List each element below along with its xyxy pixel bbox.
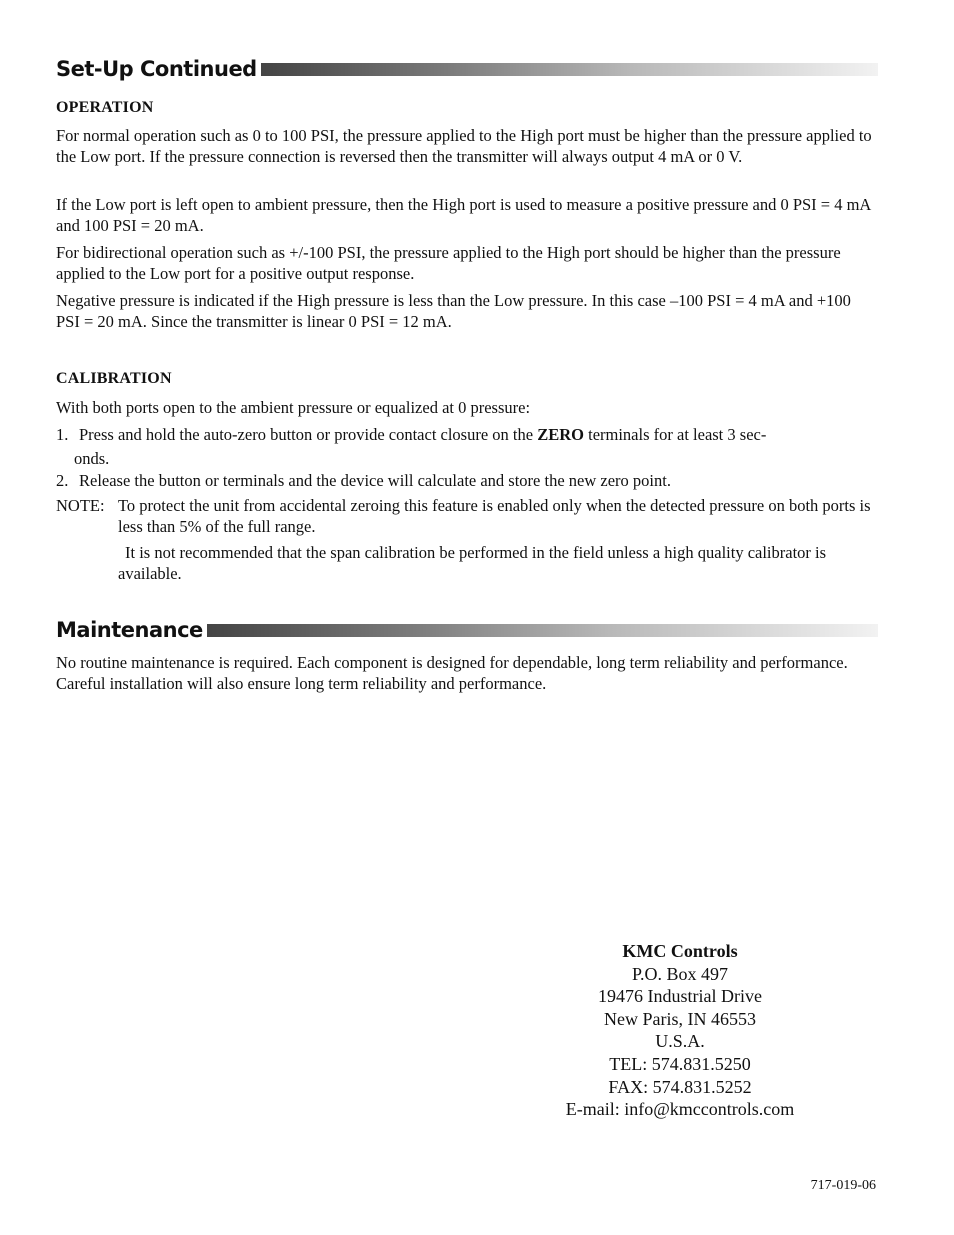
operation-title: OPERATION — [56, 99, 154, 116]
note-text — [118, 495, 878, 537]
address-line-po-box: P.O. Box 497 — [631, 963, 729, 984]
note-2-text: It is not recommended that the span calibration be performed in the field unless a high quality calibrator is available. — [118, 543, 827, 583]
address-line-street: 19476 Industrial Drive — [598, 986, 762, 1007]
maintenance-heading: Maintenance — [56, 618, 203, 642]
operation-paragraph-4: Negative pressure is indicated if the High pressure is less than the Low pressure. In this case –100 PSI = 4 mA and +100 PSI = 20 mA. Since the transmitter is linear 0 PSI = 12 mA. — [56, 291, 851, 331]
setup-heading: Set-Up Continued — [56, 57, 257, 81]
operation-paragraph-3: For bidirectional operation such as +/-100 PSI, the pressure applied to the High port should be higher than the pressure applied to the Low port for a positive output response. — [56, 243, 841, 283]
company-name: KMC Controls — [622, 941, 738, 961]
address-line-city: New Paris, IN 46553 — [604, 1008, 756, 1029]
calibration-title: CALIBRATION — [56, 370, 172, 387]
address-line-email: E-mail: info@kmccontrols.com — [565, 1099, 795, 1120]
address-line-tel: TEL: 574.831.5250 — [609, 1053, 751, 1074]
maintenance-text: No routine maintenance is required. Each component is designed for dependable, long term reliability and performance. Careful installation will also ensure long term reliability and performance. — [56, 653, 848, 693]
step-2-number: 2. — [56, 471, 69, 490]
step-1-number: 1. — [56, 425, 69, 444]
operation-paragraph-1: For normal operation such as 0 to 100 PSI, the pressure applied to the High port must be higher than the pressure applied to the Low port. If the pressure connection is reversed then the transmitter will always output 4 mA or 0 V. — [56, 126, 872, 166]
step-1-continuation: onds. — [74, 449, 110, 468]
zero-terminals-label: ZERO — [537, 425, 584, 444]
step-2-text: Release the button or terminals and the device will calculate and store the new zero point. — [79, 471, 671, 490]
heading-gradient-bar — [261, 63, 878, 76]
operation-paragraph-2: If the Low port is left open to ambient pressure, then the High port is used to measure a positive pressure and 0 PSI = 4 mA and 100 PSI = 20 mA. — [56, 195, 871, 235]
maintenance-heading-row — [56, 618, 878, 642]
calibration-intro: With both ports open to the ambient pressure or equalized at 0 pressure: — [56, 398, 531, 417]
note-text-content: To protect the unit from accidental zeroing this feature is enabled only when the detected pressure on both ports is less than 5% of the full range. — [118, 496, 871, 536]
maintenance-gradient-bar — [207, 624, 878, 637]
note-label: NOTE: — [56, 496, 105, 515]
step-1-text-before: Press and hold the auto-zero button or provide contact closure on the — [79, 425, 534, 444]
address-line-country: U.S.A. — [655, 1031, 705, 1052]
step-1-text — [79, 424, 879, 446]
address-line-fax: FAX: 574.831.5252 — [608, 1076, 752, 1097]
step-1-text-after: terminals for at least 3 sec- — [588, 425, 767, 444]
company-address — [530, 940, 830, 1121]
document-number: 717-019-06 — [810, 1178, 876, 1193]
setup-heading-row — [56, 57, 878, 81]
